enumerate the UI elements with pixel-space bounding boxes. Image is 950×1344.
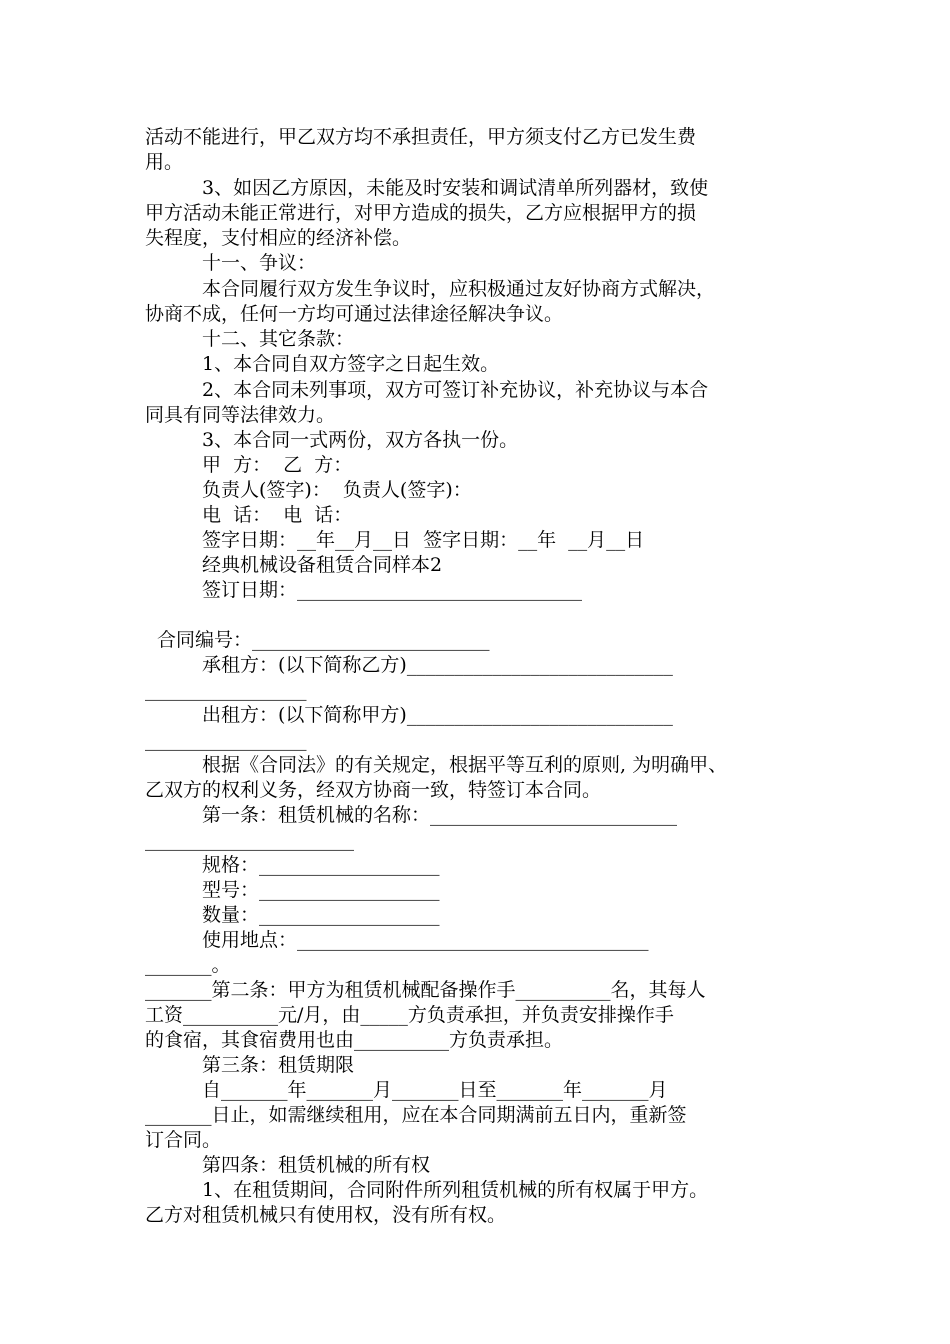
article-one: 第一条：租赁机械的名称：__________________________ [202,804,678,826]
text-line: _________________ [145,729,307,751]
text-line: 1、在租赁期间，合同附件所列租赁机械的所有权属于甲方。 [202,1179,709,1201]
text-line: _______日止，如需继续租用，应在本合同期满前五日内，重新签 [145,1104,687,1126]
contract-number: 合同编号：_________________________ [157,629,490,651]
signature-phone: 电 话： 电 话： [202,504,353,526]
text-line: 本合同履行双方发生争议时，应积极通过友好协商方式解决， [202,278,716,300]
section-heading: 十二、其它条款： [202,328,355,350]
article-four: 第四条：租赁机械的所有权 [202,1154,431,1176]
text-line: 2、本合同未列事项，双方可签订补充协议，补充协议与本合 [202,379,709,401]
lessee-line: 承租方：(以下简称乙方)____________________________ [202,654,673,676]
text-line: _______。 [145,954,231,976]
document-title: 经典机械设备租赁合同样本2 [202,554,443,576]
text-line: 乙双方的权利义务，经双方协商一致，特签订本合同。 [145,779,602,801]
section-heading: 十一、争议： [202,252,317,274]
quantity-field: 数量：___________________ [202,904,440,926]
text-line: 活动不能进行，甲乙双方均不承担责任，甲方须支付乙方已发生费 [145,126,697,148]
text-line: 工资__________元/月，由_____方负责承担，并负责安排操作手 [145,1004,674,1026]
text-line: 协商不成，任何一方均可通过法律途径解决争议。 [145,303,564,325]
text-line: _________________ [145,679,307,701]
text-line: 同具有同等法律效力。 [145,404,336,426]
text-line: ______________________ [145,829,354,851]
spec-field: 规格：___________________ [202,854,440,876]
text-line: 1、本合同自双方签字之日起生效。 [202,353,500,375]
text-line: 乙方对租赁机械只有使用权，没有所有权。 [145,1204,507,1226]
signature-parties: 甲 方： 乙 方： [202,454,353,476]
signature-date: 签字日期：__年__月__日 签字日期：__年 __月__日 [202,529,645,551]
text-line: 用。 [145,151,184,173]
text-line: 3、本合同一式两份，双方各执一份。 [202,429,519,451]
text-line: 甲方活动未能正常进行，对甲方造成的损失，乙方应根据甲方的损 [145,202,697,224]
lessor-line: 出租方：(以下简称甲方)____________________________ [202,704,673,726]
text-line: 自_______年_______月_______日至_______年_______月 [202,1079,668,1101]
text-line: 失程度，支付相应的经济补偿。 [145,227,412,249]
text-line: 根据《合同法》的有关规定，根据平等互利的原则, 为明确甲、 [202,754,728,776]
signing-date: 签订日期：______________________________ [202,579,583,601]
text-line: 的食宿，其食宿费用也由__________方负责承担。 [145,1029,564,1051]
article-three: 第三条：租赁期限 [202,1054,355,1076]
text-line: 订合同。 [145,1129,222,1151]
text-line: 3、如因乙方原因，未能及时安装和调试清单所列器材，致使 [202,177,709,199]
location-field: 使用地点：_____________________________________ [202,929,649,951]
signature-responsible: 负责人(签字)： 负责人(签字)： [202,479,472,501]
article-two: _______第二条：甲方为租赁机械配备操作手__________名，其每人 [145,979,706,1001]
model-field: 型号：___________________ [202,879,440,901]
